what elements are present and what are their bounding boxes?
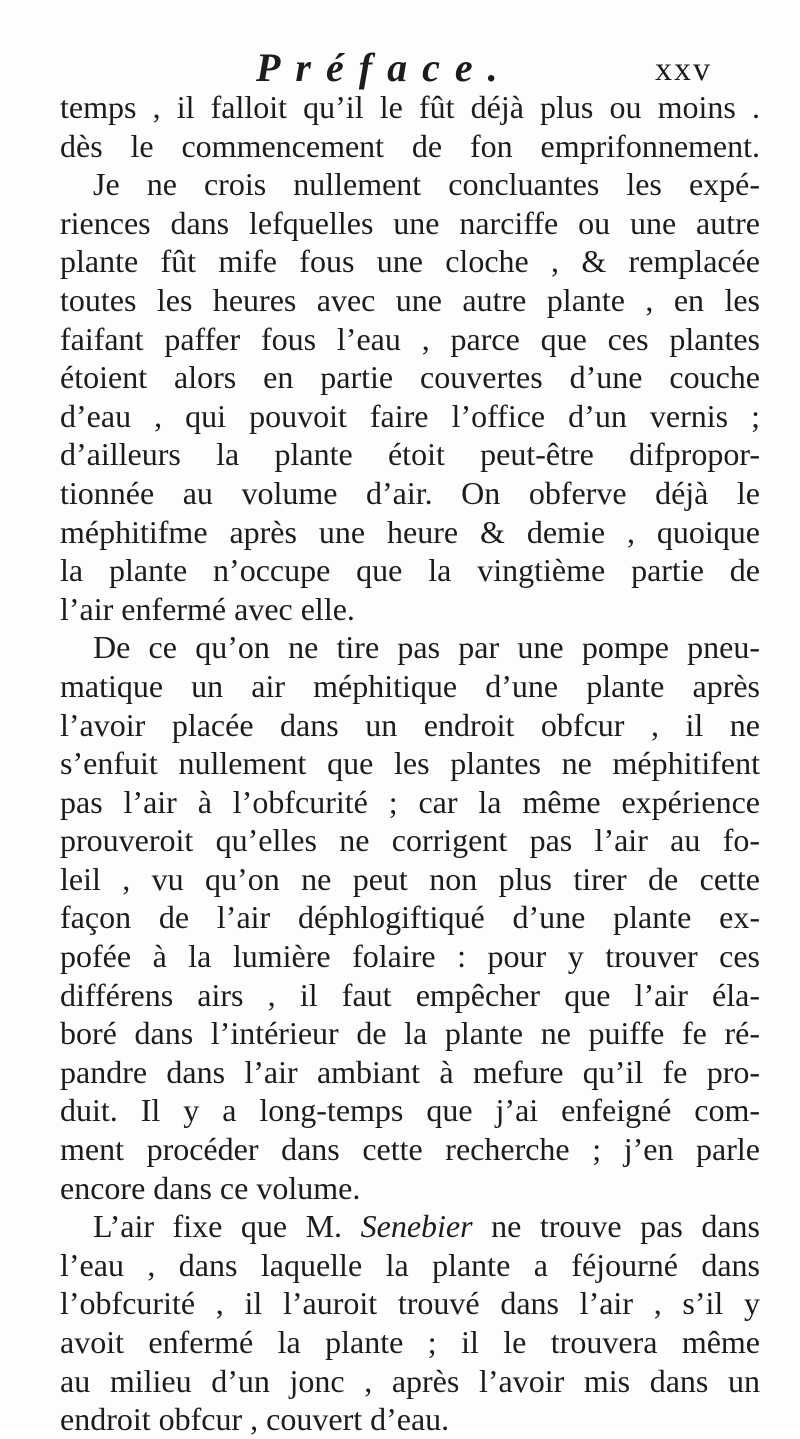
text-line: ment procéder dans cette recherche ; j’en parle [60,1131,760,1168]
text-line: d’ailleurs la plante étoit peut-être difpropor- [60,436,760,473]
text-line: l’eau , dans laquelle la plante a féjourné dans [60,1246,760,1283]
text-line: toutes les heures avec une autre plante , en les [60,281,760,318]
text-line: d’eau , qui pouvoit faire l’office d’un vernis ; [60,397,760,434]
text-line: façon de l’air déphlogiftiqué d’une plante ex- [60,899,760,936]
text-line: pandre dans l’air ambiant à mefure qu’il fe pro- [60,1053,760,1090]
text-line: leil , vu qu’on ne peut non plus tirer de cette [60,860,760,897]
text-line: encore dans ce volume. [60,1169,361,1206]
text-line: pas l’air à l’obfcurité ; car la même expérience [60,783,760,820]
text-line: l’air enfermé avec elle. [60,590,355,627]
text-line: tionnée au volume d’air. On obferve déjà le [60,474,760,511]
text-line: duit. Il y a long-temps que j’ai enfeigné com- [60,1092,760,1129]
text-line: prouveroit qu’elles ne corrigent pas l’air au fo- [60,822,760,859]
author-name: Senebier [360,1208,473,1245]
text-line: pofée à la lumière folaire : pour y trouver ces [60,938,760,975]
text-fragment: L’air fixe que M. [93,1208,343,1245]
text-line: riences dans lefquelles une narciffe ou une autre [60,204,760,241]
text-line: s’enfuit nullement que les plantes ne méphitifent [60,745,760,782]
page-number: xxv [655,51,712,88]
text-line: différens airs , il faut empêcher que l’air éla- [60,976,760,1013]
text-line: boré dans l’intérieur de la plante ne puiffe fe ré- [60,1015,760,1052]
text-line: Je ne crois nullement concluantes les expé- [93,166,760,203]
text-fragment: ne trouve pas dans [491,1208,760,1245]
text-line: matique un air méphitique d’une plante après [60,667,760,704]
text-line: De ce qu’on ne tire pas par une pompe pneu- [93,629,760,666]
text-line: au milieu d’un jonc , après l’avoir mis dans un [60,1362,760,1399]
text-line: étoient alors en partie couvertes d’une couche [60,359,760,396]
body-text [60,88,760,1439]
text-line: temps , il falloit qu’il le fût déjà plus ou moins . [60,89,760,125]
running-title: Préface. [256,45,513,90]
text-line [60,1207,760,1246]
page-header [0,44,800,92]
text-line: l’obfcurité , il l’auroit trouvé dans l’air , s’il y [60,1285,760,1322]
text-line: endroit obfcur , couvert d’eau. [60,1401,450,1438]
text-line: la plante n’occupe que la vingtième partie de [60,552,760,589]
text-line: dès le commencement de fon emprifonnement. [60,127,760,164]
text-line: l’avoir placée dans un endroit obfcur , il ne [60,706,760,743]
text-line: faifant paffer fous l’eau , parce que ces plantes [60,320,760,357]
text-line: méphitifme après une heure & demie , quoique [60,513,760,550]
text-line: avoit enfermé la plante ; il le trouvera même [60,1324,760,1360]
text-line: plante fût mife fous une cloche , & remplacée [60,243,760,280]
